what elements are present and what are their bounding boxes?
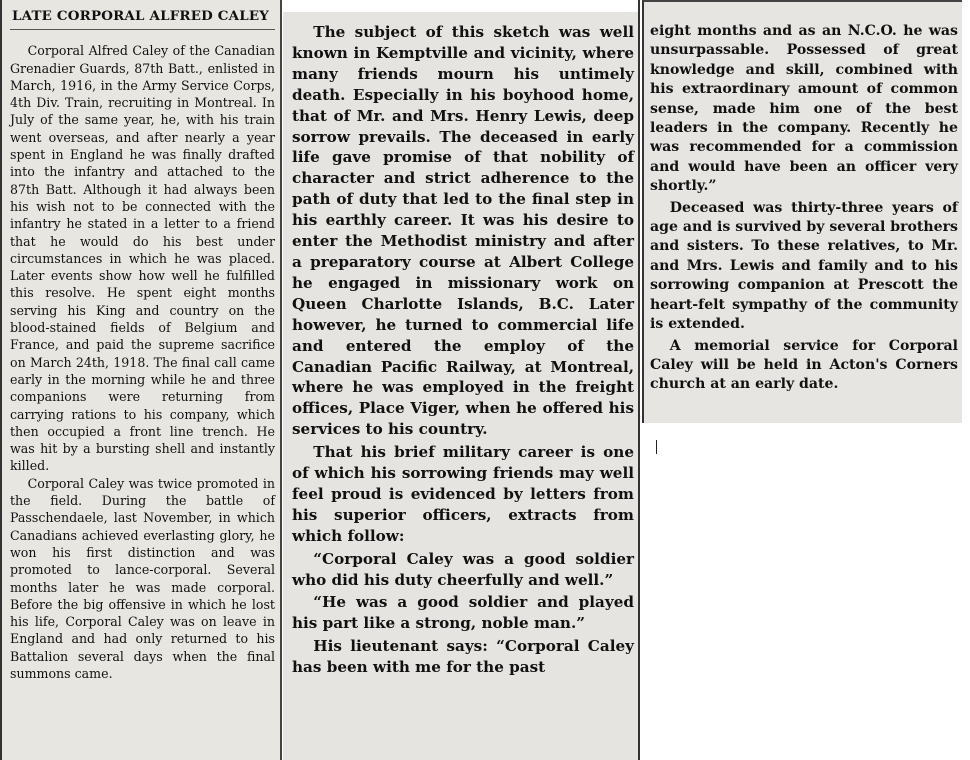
paragraph: Deceased was thirty-three years of age and is survived by several brothers and sisters. To these relatives, to Mr. and Mrs. Lewis and family and to his sorrowing companion at Prescott the heart-felt sympathy of the community is extended. (650, 199, 958, 333)
clipped-edge (283, 0, 638, 12)
article-column-1 (0, 0, 282, 760)
paragraph: A memorial service for Corporal Caley will be held in Acton's Corners church at an early date. (650, 337, 958, 393)
article-column-3 (642, 0, 962, 423)
paragraph: Corporal Caley was twice promoted in the field. During the battle of Passchendaele, last November, in which Canadians achieved everlasting glory, he won his first distinction and was promoted to lance-corporal. Several months later he was made corporal. Before the big offensive in which he lost his life, Corporal Caley was on leave in England and had only returned to his Battalion several days when the final summons came. (10, 475, 275, 681)
quote-paragraph: “Corporal Caley was a good soldier who did his duty cheerfully and well.” (292, 549, 634, 589)
paragraph: That his brief military career is one of which his sorrowing friends may well feel proud is evidenced by letters from his superior officers, extracts from which follow: (292, 443, 634, 545)
paragraph: His lieutenant says: “Corporal Caley has been with me for the past (292, 637, 634, 677)
paragraph: The subject of this sketch was well known in Kemptville and vicinity, where many friends mourn his untimely death. Especially in his boyhood home, that of Mr. and Mrs. Henry Lewis, deep sorrow prevails. The deceased in early life gave promise of that nobility of character and strict adherence to the path of duty that led to the final step in his earthly career. It was his desire to enter the Methodist ministry and after a preparatory course at Albert College he engaged in missionary work on Queen Charlotte Islands, B.C. Later however, he turned to commercial life and entered the employ of the Canadian Pacific Railway, at Montreal, where he was employed in the freight offices, Place Viger, when he offered his services to his country. (292, 23, 634, 439)
headline-divider (10, 29, 275, 30)
paragraph: eight months and as an N.C.O. he was unsurpassable. Possessed of great knowledge and skill, combined with his extraordinary amount of common sense, made him one of the best leaders in the company. Recently he was recommended for a commission and would have been an officer very shortly.” (650, 23, 958, 195)
article-column-2 (283, 0, 640, 760)
article-headline: LATE CORPORAL ALFRED CALEY (12, 8, 270, 24)
stray-mark (656, 440, 657, 454)
paragraph: Corporal Alfred Caley of the Canadian Grenadier Guards, 87th Batt., enlisted in March, 1916, in the Army Service Corps, 4th Div. Train, recruiting in Montreal. In July of the same year, he, with his train went overseas, and after nearly a year spent in England he was finally drafted into the infantry and attached to the 87th Batt. Although it had always been his wish not to be connected with the infantry he stated in a letter to a friend that he would do his best under circumstances in which he was placed. Later events show how well he fulfilled this resolve. He spent eight months serving his King and country on the blood-stained fields of Belgium and France, and paid the supreme sacrifice on March 24th, 1918. The final call came early in the morning while he and three companions were returning from carrying rations to his company, which then occupied a front line trench. He was hit by a bursting shell and instantly killed. (10, 43, 275, 474)
quote-paragraph: “He was a good soldier and played his part like a strong, noble man.” (292, 593, 634, 633)
